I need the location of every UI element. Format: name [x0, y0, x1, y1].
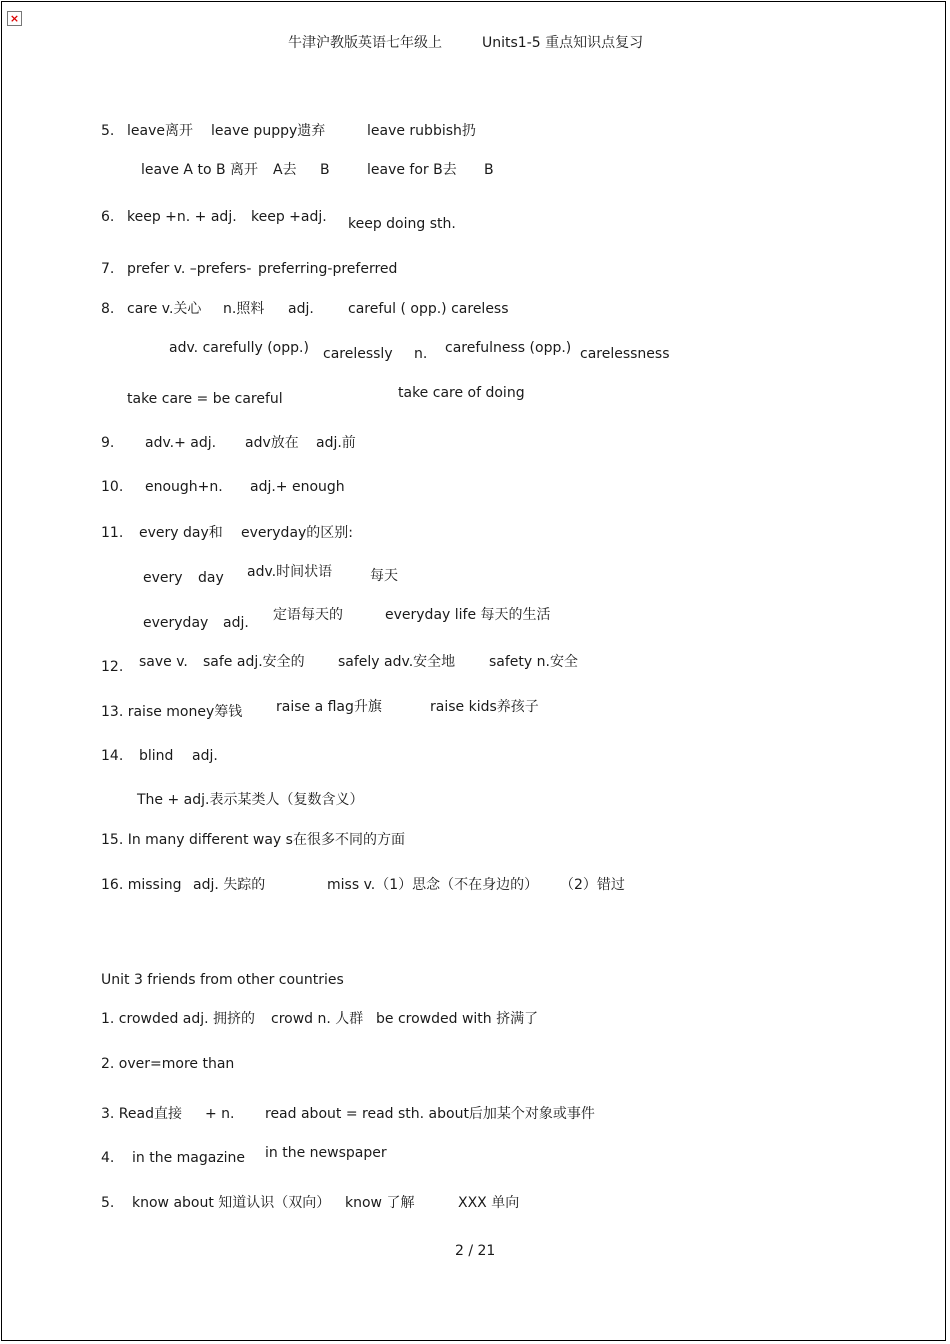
page-number: 2 / 21 [455, 1243, 496, 1259]
note-text: care v.关心 [127, 301, 202, 317]
note-text: 2. over=more than [101, 1056, 235, 1072]
note-text: adj. [223, 615, 249, 631]
note-text: in the magazine [132, 1150, 246, 1166]
note-text: enough+n. [145, 479, 223, 495]
note-text: every [143, 570, 183, 586]
note-text: everyday的区别: [241, 525, 354, 541]
note-text: keep +n. + adj. [127, 209, 237, 225]
page-border [1, 1, 946, 1341]
note-text: leave for B去 [367, 162, 457, 178]
note-text: know about 知道认识（双向） [132, 1195, 331, 1211]
note-text: B [320, 162, 330, 178]
note-text: crowd n. 人群 [271, 1011, 364, 1027]
item-number: 11. [101, 525, 124, 541]
note-text: safely adv.安全地 [338, 654, 456, 670]
note-text: blind [139, 748, 174, 764]
note-text: A去 [273, 162, 297, 178]
note-text: carelessness [580, 346, 670, 362]
note-text: raise a flag升旗 [276, 699, 382, 715]
note-text: every day和 [139, 525, 223, 541]
note-text: leave离开 [127, 123, 193, 139]
note-text: n.照料 [223, 301, 265, 317]
note-text: careful ( opp.) careless [348, 301, 509, 317]
note-text: adj. [192, 748, 218, 764]
note-text: preferring-preferred [258, 261, 398, 277]
header-title: 牛津沪教版英语七年级上 [288, 35, 442, 51]
note-text: take care = be careful [127, 391, 283, 407]
note-text: safe adj.安全的 [203, 654, 305, 670]
note-text: save v. [139, 654, 188, 670]
note-text: leave puppy遗弃 [211, 123, 326, 139]
item-number: 6. [101, 209, 115, 225]
note-text: adj. 失踪的 [193, 877, 266, 893]
note-text: adv. carefully (opp.) [169, 340, 309, 356]
item-number: 9. [101, 435, 115, 451]
note-text: day [198, 570, 224, 586]
note-text: （2）错过 [560, 877, 625, 893]
item-number: 5. [101, 1195, 115, 1211]
note-text: leave A to B 离开 [141, 162, 259, 178]
note-text: 16. missing [101, 877, 182, 893]
note-text: 15. In many different way s在很多不同的方面 [101, 832, 405, 848]
note-text: B [484, 162, 494, 178]
item-number: 7. [101, 261, 115, 277]
section-heading: Unit 3 friends from other countries [101, 972, 344, 988]
note-text: adj. [288, 301, 314, 317]
note-text: + n. [205, 1106, 235, 1122]
note-text: everyday life 每天的生活 [385, 607, 551, 623]
note-text: prefer v. –prefers- [127, 261, 252, 277]
item-number: 10. [101, 479, 124, 495]
note-text: read about = read sth. about后加某个对象或事件 [265, 1106, 595, 1122]
note-text: 每天 [370, 568, 398, 584]
note-text: know 了解 [345, 1195, 415, 1211]
note-text: adv.+ adj. [145, 435, 217, 451]
header-subtitle: Units1-5 重点知识点复习 [482, 35, 644, 51]
note-text: 定语每天的 [273, 607, 343, 623]
note-text: adj.前 [316, 435, 356, 451]
note-text: miss v.（1）思念（不在身边的） [327, 877, 539, 893]
note-text: take care of doing [398, 385, 525, 401]
item-number: 14. [101, 748, 124, 764]
note-text: 1. crowded adj. 拥挤的 [101, 1011, 256, 1027]
note-text: carelessly [323, 346, 393, 362]
broken-image-icon: × [7, 11, 22, 26]
item-number: 5. [101, 123, 115, 139]
note-text: XXX 单向 [458, 1195, 520, 1211]
item-number: 12. [101, 659, 124, 675]
note-text: The + adj.表示某类人（复数含义） [137, 792, 364, 808]
note-text: carefulness (opp.) [445, 340, 572, 356]
note-text: 13. raise money筹钱 [101, 704, 243, 720]
note-text: in the newspaper [265, 1145, 387, 1161]
note-text: be crowded with 挤满了 [376, 1011, 539, 1027]
item-number: 8. [101, 301, 115, 317]
note-text: keep doing sth. [348, 216, 456, 232]
note-text: leave rubbish扔 [367, 123, 476, 139]
note-text: raise kids养孩子 [430, 699, 539, 715]
note-text: safety n.安全 [489, 654, 578, 670]
note-text: 3. Read直接 [101, 1106, 182, 1122]
note-text: everyday [143, 615, 209, 631]
note-text: keep +adj. [251, 209, 327, 225]
note-text: adj.+ enough [250, 479, 345, 495]
note-text: n. [414, 346, 428, 362]
note-text: adv放在 [245, 435, 299, 451]
note-text: adv.时间状语 [247, 564, 333, 580]
item-number: 4. [101, 1150, 115, 1166]
